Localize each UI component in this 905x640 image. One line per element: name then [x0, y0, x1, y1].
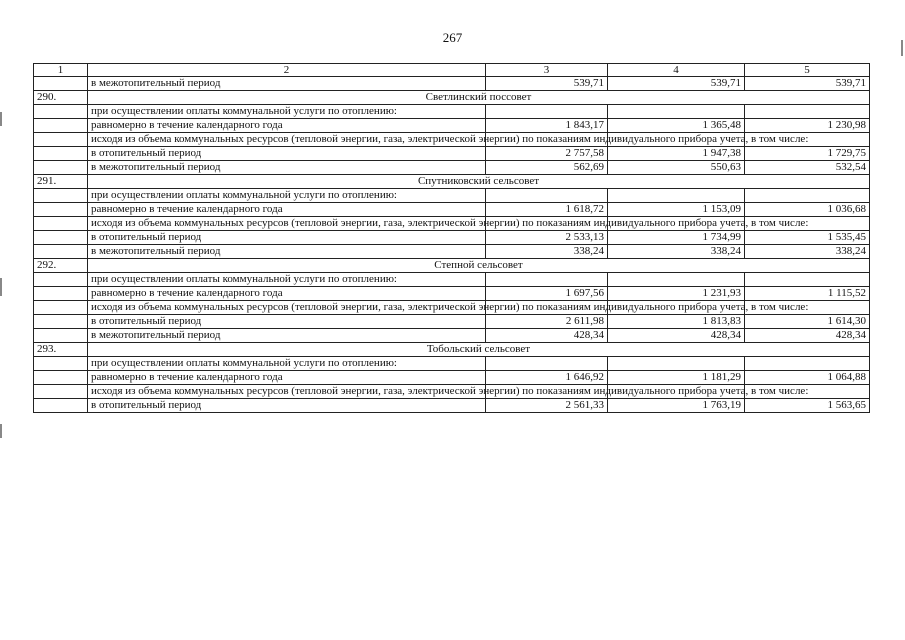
row-number-cell [34, 385, 88, 399]
row-number-cell [34, 203, 88, 217]
table-row [34, 77, 870, 91]
value-cell: 1 843,17 [486, 119, 608, 133]
table-row [34, 147, 870, 161]
value-cell: 539,71 [486, 77, 608, 91]
table-row [34, 203, 870, 217]
row-number-cell [34, 119, 88, 133]
table-row [34, 329, 870, 343]
column-number: 5 [745, 64, 870, 77]
row-number-cell [34, 217, 88, 231]
value-cell: 2 561,33 [486, 399, 608, 413]
value-cell: 338,24 [608, 245, 745, 259]
value-cell: 539,71 [745, 77, 870, 91]
empty-value-cell [486, 105, 608, 119]
section-title: Тобольский сельсовет [88, 343, 870, 357]
value-cell: 1 230,98 [745, 119, 870, 133]
table-row [34, 385, 870, 399]
row-number-cell [34, 301, 88, 315]
value-cell: 1 181,29 [608, 371, 745, 385]
value-cell: 338,24 [745, 245, 870, 259]
scan-edge-mark [0, 278, 2, 296]
value-cell: 1 036,68 [745, 203, 870, 217]
section-number: 291. [34, 175, 88, 189]
value-cell: 1 813,83 [608, 315, 745, 329]
row-number-cell [34, 147, 88, 161]
table-row [34, 371, 870, 385]
empty-value-cell [745, 357, 870, 371]
empty-value-cell [608, 105, 745, 119]
section-header-row [34, 91, 870, 105]
table-row [34, 161, 870, 175]
value-cell: 1 064,88 [745, 371, 870, 385]
row-number-cell [34, 231, 88, 245]
column-number: 2 [88, 64, 486, 77]
value-cell: 1 231,93 [608, 287, 745, 301]
value-cell: 1 646,92 [486, 371, 608, 385]
row-number-cell [34, 357, 88, 371]
value-cell: 1 115,52 [745, 287, 870, 301]
section-header-row [34, 175, 870, 189]
empty-value-cell [486, 189, 608, 203]
table-row [34, 189, 870, 203]
table-row [34, 119, 870, 133]
value-cell: 428,34 [745, 329, 870, 343]
section-title: Степной сельсовет [88, 259, 870, 273]
value-cell: 1 365,48 [608, 119, 745, 133]
tariff-table [33, 63, 870, 413]
column-number-row [34, 64, 870, 77]
value-cell: 1 563,65 [745, 399, 870, 413]
row-label: в межотопительный период [88, 161, 486, 175]
row-label: при осуществлении оплаты коммунальной услуги по отоплению: [88, 273, 486, 287]
value-cell: 428,34 [608, 329, 745, 343]
value-cell: 1 729,75 [745, 147, 870, 161]
empty-value-cell [608, 273, 745, 287]
row-number-cell [34, 315, 88, 329]
row-label: при осуществлении оплаты коммунальной услуги по отоплению: [88, 105, 486, 119]
table-row [34, 273, 870, 287]
row-number-cell [34, 77, 88, 91]
section-title: Спутниковский сельсовет [88, 175, 870, 189]
table-row [34, 399, 870, 413]
table-row [34, 301, 870, 315]
section-number: 292. [34, 259, 88, 273]
table-row [34, 287, 870, 301]
table-row [34, 245, 870, 259]
empty-value-cell [608, 189, 745, 203]
value-cell: 428,34 [486, 329, 608, 343]
value-cell: 1 153,09 [608, 203, 745, 217]
table-row [34, 217, 870, 231]
value-cell: 1 763,19 [608, 399, 745, 413]
value-cell: 2 533,13 [486, 231, 608, 245]
empty-value-cell [608, 357, 745, 371]
row-number-cell [34, 273, 88, 287]
row-label: исходя из объема коммунальных ресурсов (тепловой энергии, газа, электрической энергии) по показаниям индивидуального прибора учета, в том числе: [88, 301, 486, 315]
scan-edge-mark [901, 40, 903, 56]
section-number: 293. [34, 343, 88, 357]
value-cell: 532,54 [745, 161, 870, 175]
column-number: 3 [486, 64, 608, 77]
section-number: 290. [34, 91, 88, 105]
table-row [34, 105, 870, 119]
row-label: равномерно в течение календарного года [88, 203, 486, 217]
row-number-cell [34, 161, 88, 175]
value-cell: 1 618,72 [486, 203, 608, 217]
row-label: равномерно в течение календарного года [88, 287, 486, 301]
row-label: равномерно в течение календарного года [88, 371, 486, 385]
row-label: в отопительный период [88, 399, 486, 413]
row-number-cell [34, 329, 88, 343]
row-number-cell [34, 105, 88, 119]
table-row [34, 231, 870, 245]
row-label: исходя из объема коммунальных ресурсов (тепловой энергии, газа, электрической энергии) по показаниям индивидуального прибора учета, в том числе: [88, 385, 486, 399]
value-cell: 2 611,98 [486, 315, 608, 329]
section-header-row [34, 343, 870, 357]
value-cell: 2 757,58 [486, 147, 608, 161]
value-cell: 338,24 [486, 245, 608, 259]
empty-value-cell [745, 105, 870, 119]
value-cell: 550,63 [608, 161, 745, 175]
page-number: 267 [442, 30, 463, 45]
value-cell: 1 734,99 [608, 231, 745, 245]
row-label: в отопительный период [88, 147, 486, 161]
row-number-cell [34, 133, 88, 147]
scan-edge-mark [0, 112, 2, 126]
row-label: в отопительный период [88, 315, 486, 329]
row-number-cell [34, 245, 88, 259]
table-row [34, 315, 870, 329]
value-cell: 1 614,30 [745, 315, 870, 329]
row-label: при осуществлении оплаты коммунальной услуги по отоплению: [88, 357, 486, 371]
row-label: в межотопительный период [88, 329, 486, 343]
scan-edge-mark [0, 424, 2, 438]
column-number: 1 [34, 64, 88, 77]
value-cell: 539,71 [608, 77, 745, 91]
row-number-cell [34, 189, 88, 203]
row-label: исходя из объема коммунальных ресурсов (тепловой энергии, газа, электрической энергии) по показаниям индивидуального прибора учета, в том числе: [88, 133, 486, 147]
section-title: Светлинский поссовет [88, 91, 870, 105]
row-label: в отопительный период [88, 231, 486, 245]
empty-value-cell [745, 189, 870, 203]
value-cell: 562,69 [486, 161, 608, 175]
empty-value-cell [486, 357, 608, 371]
column-number: 4 [608, 64, 745, 77]
row-label: в межотопительный период [88, 245, 486, 259]
value-cell: 1 535,45 [745, 231, 870, 245]
value-cell: 1 697,56 [486, 287, 608, 301]
row-label: при осуществлении оплаты коммунальной услуги по отоплению: [88, 189, 486, 203]
row-label: исходя из объема коммунальных ресурсов (тепловой энергии, газа, электрической энергии) по показаниям индивидуального прибора учета, в том числе: [88, 217, 486, 231]
table-row [34, 357, 870, 371]
value-cell: 1 947,38 [608, 147, 745, 161]
row-label: равномерно в течение календарного года [88, 119, 486, 133]
empty-value-cell [486, 273, 608, 287]
row-number-cell [34, 287, 88, 301]
row-number-cell [34, 371, 88, 385]
section-header-row [34, 259, 870, 273]
row-label: в межотопительный период [88, 77, 486, 91]
row-number-cell [34, 399, 88, 413]
table-row [34, 133, 870, 147]
empty-value-cell [745, 273, 870, 287]
